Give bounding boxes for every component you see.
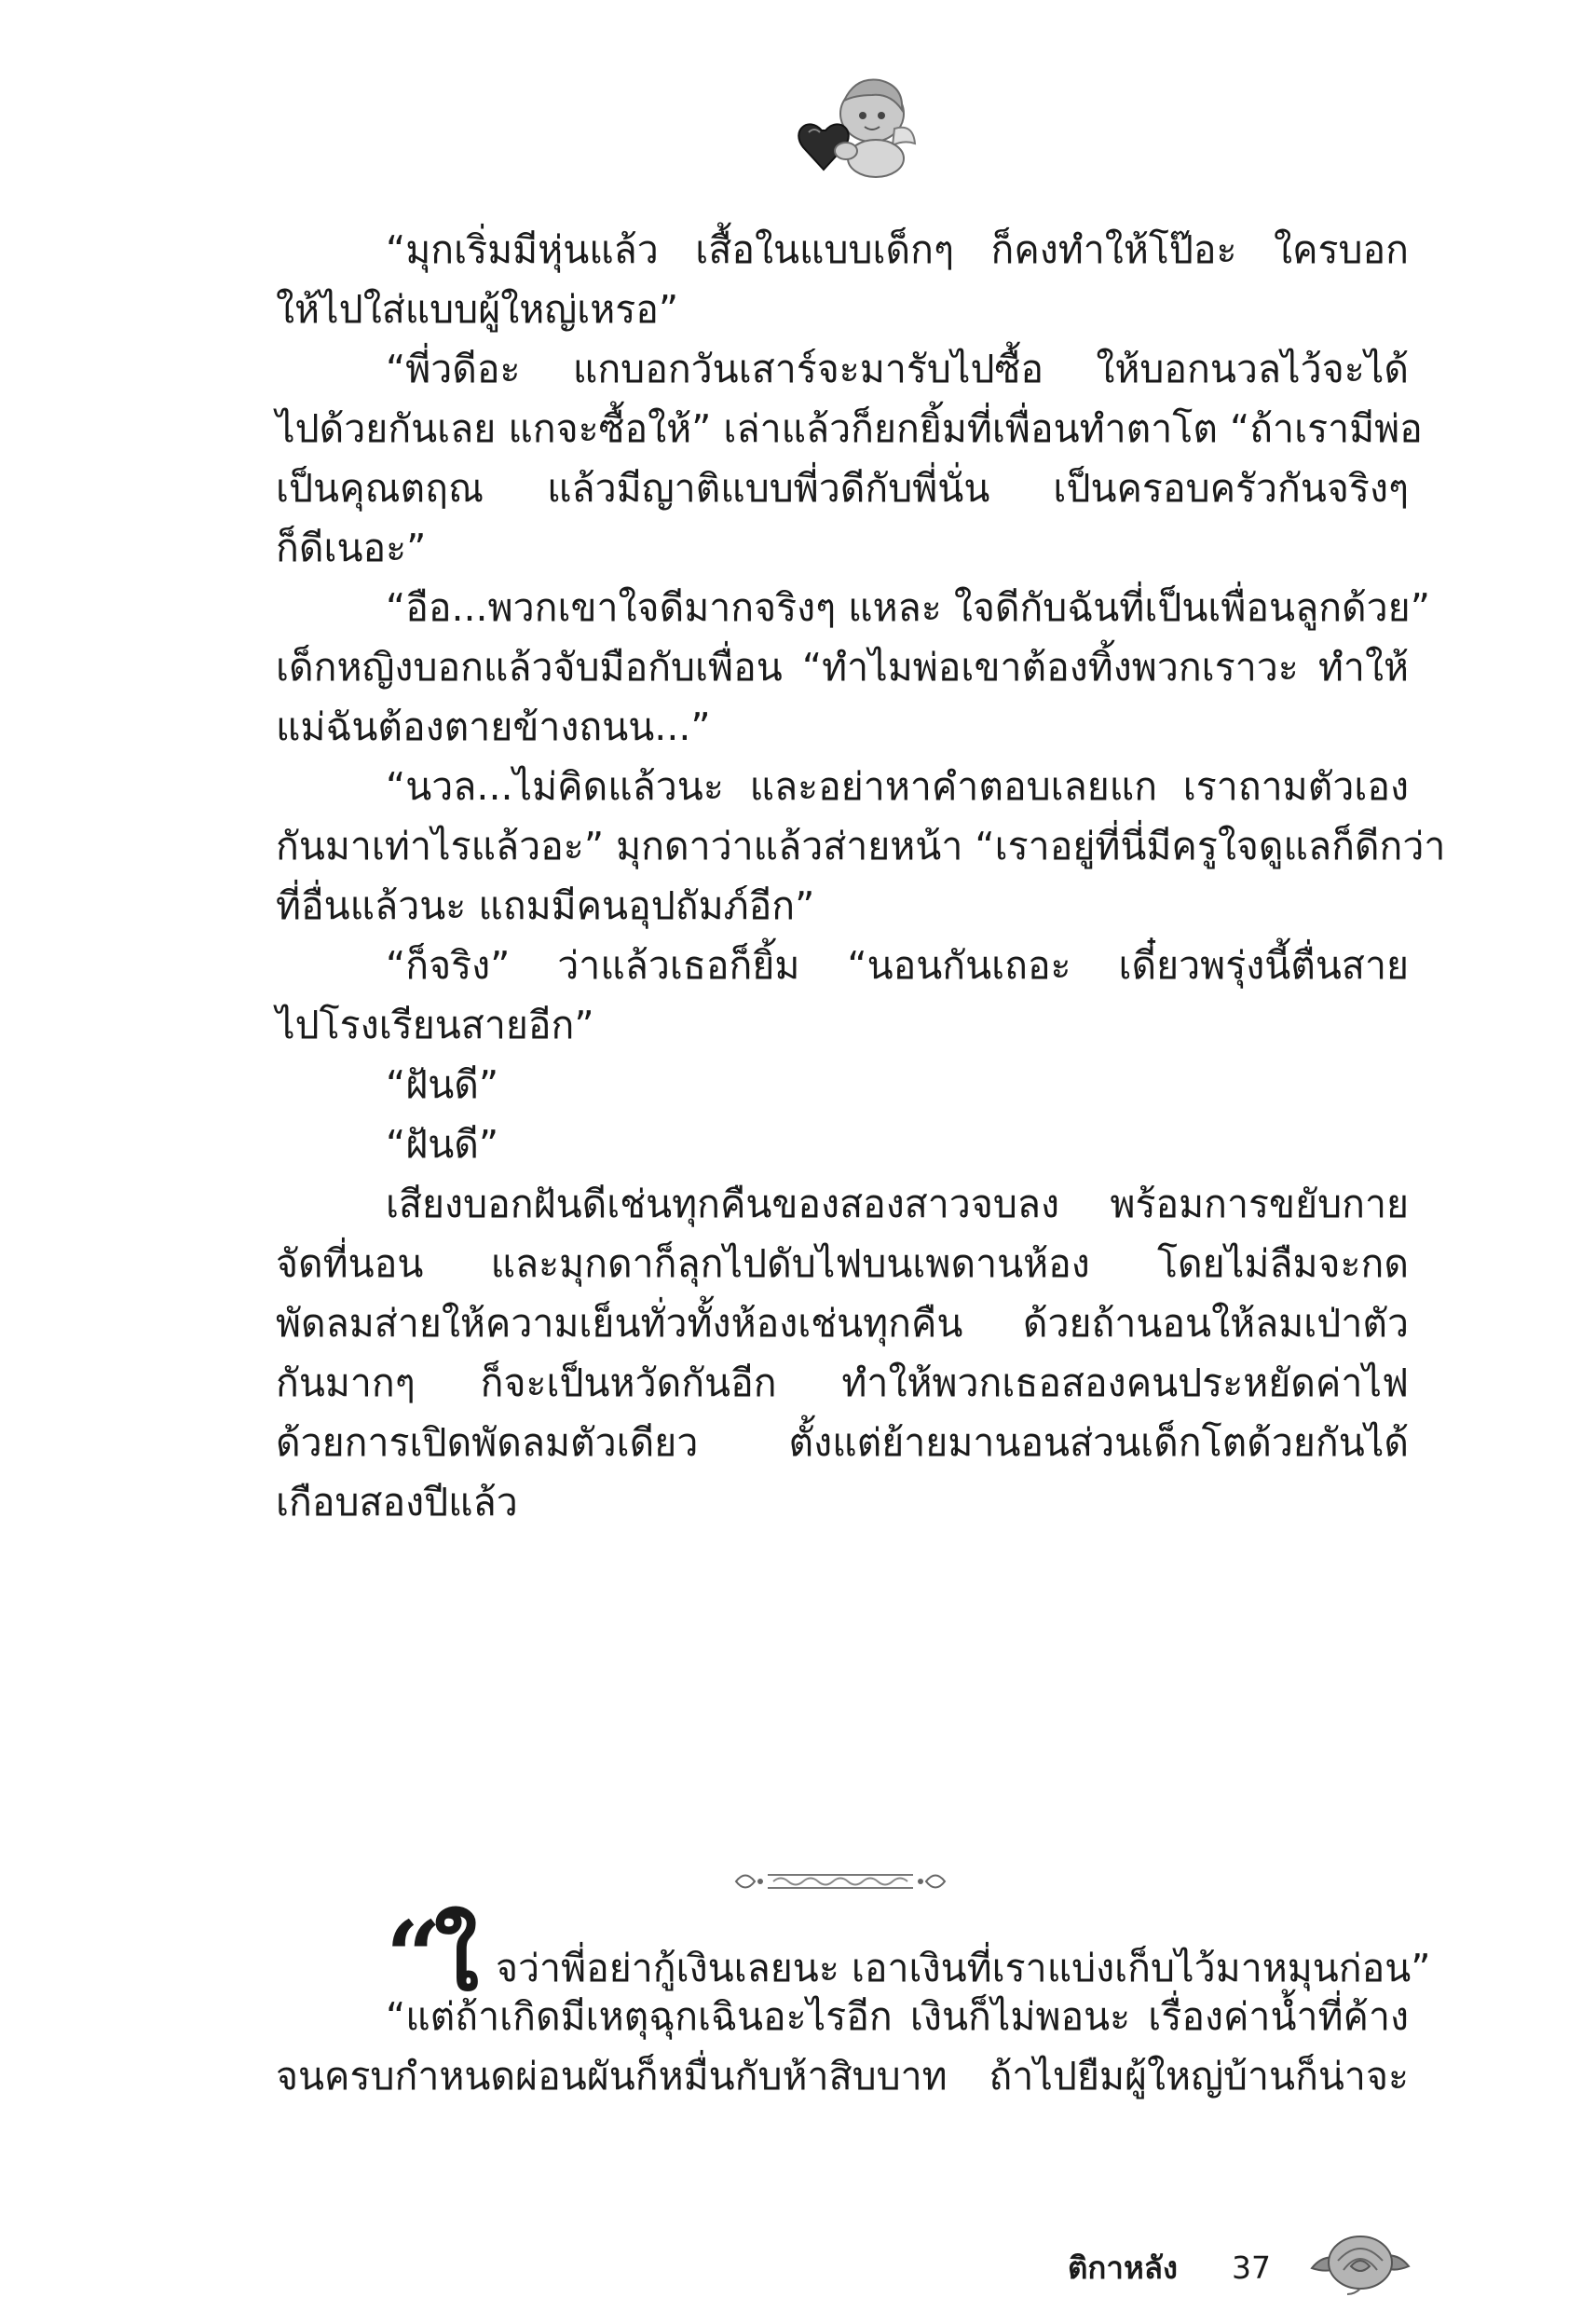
page-number: 37 <box>1232 2249 1271 2286</box>
running-footer-title: ติกาหลัง <box>1068 2249 1179 2286</box>
section2-text-line: “แต่ถ้าเกิดมีเหตุฉุกเฉินอะไรอีก เงินก็ไม่พอนะ เรื่องค่าน้ำที่ค้าง <box>386 1994 1409 2039</box>
body-text-line: จัดที่นอน และมุกดาก็ลุกไปดับไฟบนเพดานห้อง โดยไม่ลืมจะกด <box>276 1241 1409 1286</box>
body-text-line: เด็กหญิงบอกแล้วจับมือกับเพื่อน “ทำไมพ่อเขาต้องทิ้งพวกเราวะ ทำให้ <box>276 645 1409 690</box>
body-text-line: ไปโรงเรียนสายอีก” <box>276 1003 594 1047</box>
body-text-line: ด้วยการเปิดพัดลมตัวเดียว ตั้งแต่ย้ายมานอนส่วนเด็กโตด้วยกันได้ <box>276 1420 1409 1465</box>
section2-first-line <box>386 1899 1431 2014</box>
body-text-line: “นวล...ไม่คิดแล้วนะ และอย่าหาคำตอบเลยแก เราถามตัวเอง <box>386 764 1409 809</box>
body-text-line: ที่อื่นแล้วนะ แถมมีคนอุปถัมภ์อีก” <box>276 883 815 928</box>
body-text-line: เป็นคุณตฤณ แล้วมีญาติแบบพี่วดีกับพี่นั่น เป็นครอบครัวกันจริงๆ <box>276 466 1409 511</box>
body-text-line: แม่ฉันต้องตายข้างถนน...” <box>276 704 711 749</box>
cupid-with-heart-icon <box>790 73 919 183</box>
dropcap-quote-mark: “ <box>386 1899 442 2014</box>
body-text-line: พัดลมส่ายให้ความเย็นทั่วทั้งห้องเช่นทุกคืน ด้วยถ้านอนให้ลมเป่าตัว <box>276 1301 1409 1346</box>
scroll-divider-icon <box>732 1866 948 1897</box>
section2-first-line-text: จว่าพี่อย่ากู้เงินเลยนะ เอาเงินที่เราแบ่งเก็บไว้มาหมุนก่อน” <box>496 1946 1431 1990</box>
body-text-line: ก็ดีเนอะ” <box>276 526 427 570</box>
body-text-line: “ฝันดี” <box>386 1122 499 1167</box>
body-text-line: “อือ...พวกเขาใจดีมากจริงๆ แหละ ใจดีกับฉันที่เป็นเพื่อนลูกด้วย” <box>386 585 1430 630</box>
body-text-line: เสียงบอกฝันดีเช่นทุกคืนของสองสาวจบลง พร้อมการขยับกาย <box>386 1182 1409 1226</box>
body-text-line: “ฝันดี” <box>386 1062 499 1107</box>
body-text-line: เกือบสองปีแล้ว <box>276 1480 518 1525</box>
body-text-line: ไปด้วยกันเลย แกจะซื้อให้” เล่าแล้วก็ยกยิ้มที่เพื่อนทำตาโต “ถ้าเรามีพ่อ <box>276 406 1423 451</box>
body-text-line: กันมากๆ ก็จะเป็นหวัดกันอีก ทำให้พวกเธอสองคนประหยัดค่าไฟ <box>276 1361 1409 1405</box>
body-text-line: “ก็จริง” ว่าแล้วเธอก็ยิ้ม “นอนกันเถอะ เดี๋ยวพรุ่งนี้ตื่นสาย <box>386 943 1409 988</box>
body-text-line: “พี่วดีอะ แกบอกวันเสาร์จะมารับไปซื้อ ให้บอกนวลไว้จะได้ <box>386 347 1409 391</box>
body-text-line: “มุกเริ่มมีหุ่นแล้ว เสื้อในแบบเด็กๆ ก็คงทำให้โป๊อะ ใครบอก <box>386 227 1409 272</box>
section2-text-line: จนครบกำหนดผ่อนผันก็หมื่นกับห้าสิบบาท ถ้าไปยืมผู้ใหญ่บ้านก็น่าจะ <box>276 2054 1409 2099</box>
dropcap-letter: ใ <box>434 1905 479 2012</box>
body-text-line: ให้ไปใส่แบบผู้ใหญ่เหรอ” <box>276 287 679 332</box>
rose-icon <box>1306 2223 1414 2298</box>
body-text-line: กันมาเท่าไรแล้วอะ” มุกดาว่าแล้วส่ายหน้า “เราอยู่ที่นี่มีครูใจดูแลก็ดีกว่า <box>276 824 1446 868</box>
